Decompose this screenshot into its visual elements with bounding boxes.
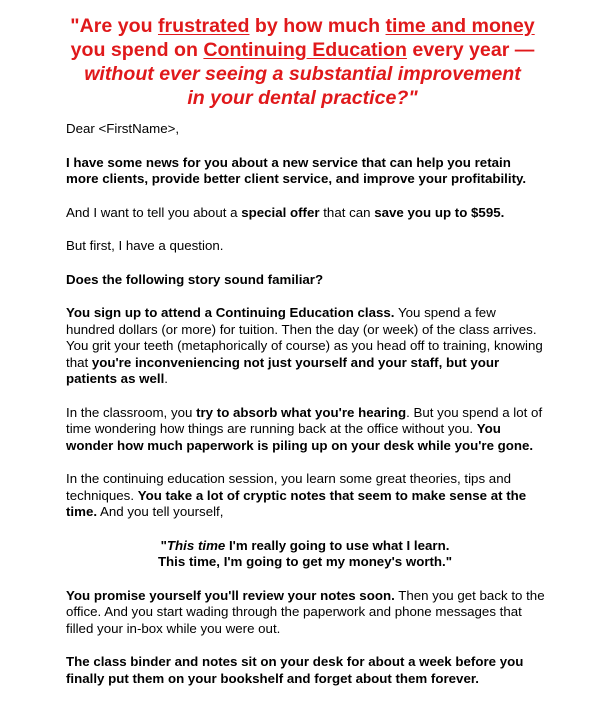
paragraph-sign-up <box>66 305 544 388</box>
text-bold: You take a lot of cryptic notes that seem to make sense at the <box>137 487 527 503</box>
headline-underlined-continuing-education: Continuing Education <box>203 39 407 61</box>
text-run: In the classroom, you <box>66 404 197 420</box>
text-italic: This time <box>166 537 226 553</box>
text-run: " <box>160 537 167 553</box>
text-run: techniques. <box>66 487 138 503</box>
text-bold: save you up to $595. <box>374 204 505 220</box>
headline-text: "Are you <box>70 15 158 37</box>
text-run: I'm really going to use what I learn. <box>225 537 450 553</box>
text-run: time wondering how things are running back at the office without you. <box>66 421 477 436</box>
text-run: that can <box>319 204 375 220</box>
paragraph-story-question <box>66 272 544 289</box>
paragraph-line <box>66 421 544 438</box>
text-bold: You <box>476 421 501 436</box>
text-bold: patients as well <box>66 371 165 386</box>
paragraph-special-offer <box>66 205 544 222</box>
headline-line-4 <box>40 86 565 110</box>
paragraph-session <box>66 471 544 521</box>
text-run: And you tell yourself, <box>97 504 224 519</box>
paragraph-line: The class binder and notes sit on your desk for about a week before you <box>66 654 524 669</box>
headline-text: by how much <box>249 15 386 37</box>
quote-block <box>66 538 544 571</box>
paragraph-classroom <box>66 405 544 455</box>
paragraph-news <box>66 155 544 188</box>
letter-body <box>66 121 544 704</box>
text-run: You spend a few <box>394 305 496 320</box>
headline-underlined-frustrated: frustrated <box>157 15 250 37</box>
headline-italic-text: in your dental practice?" <box>187 87 418 109</box>
text-run: that <box>66 354 92 370</box>
headline-line-1 <box>40 14 565 38</box>
text-run: . But you spend a lot of <box>406 404 543 420</box>
paragraph-question: But first, I have a question. <box>66 238 224 253</box>
text-bold: you're inconveniencing not just yourself and your staff, but your <box>91 354 500 370</box>
paragraph-line <box>66 504 544 521</box>
quote-line: This time, I'm going to get my money's worth." <box>157 554 453 569</box>
headline-underlined-time-money: time and money <box>385 15 535 37</box>
paragraph-line: In the continuing education session, you learn some great theories, tips and <box>66 471 511 486</box>
paragraph-line <box>66 371 544 388</box>
text-run: And I want to tell you about a <box>66 204 242 220</box>
text-run: . <box>164 371 168 386</box>
paragraph-promise <box>66 588 544 638</box>
text-bold: time. <box>66 504 98 519</box>
headline-italic-text: without ever seeing a substantial improvement <box>84 63 521 85</box>
paragraph-line <box>66 405 544 422</box>
paragraph-binder <box>66 654 544 687</box>
paragraph-line <box>66 488 544 505</box>
paragraph-line: finally put them on your bookshelf and forget about them forever. <box>66 670 479 686</box>
paragraph-line: more clients, provide better client service, and improve your profitability. <box>66 171 527 186</box>
headline-line-3 <box>40 62 565 86</box>
quote-line <box>66 538 544 555</box>
paragraph-line <box>66 355 544 372</box>
paragraph-line: filled your in-box while you were out. <box>66 620 281 636</box>
paragraph-line <box>66 588 544 605</box>
paragraph-line: hundred dollars (or more) for tuition. Then the day (or week) of the class arrives. <box>66 321 537 337</box>
paragraph-line <box>66 305 544 322</box>
headline-text: you spend on <box>70 39 204 61</box>
paragraph-line: office. And you start wading through the paperwork and phone messages that <box>66 604 522 619</box>
text-run: Then you get back to the <box>394 587 545 603</box>
text-bold: special offer <box>241 204 320 220</box>
headline-text: every year — <box>406 39 535 61</box>
headline-line-2 <box>40 38 565 62</box>
paragraph-line: I have some news for you about a new service that can help you retain <box>66 154 511 170</box>
paragraph-line: wonder how much paperwork is piling up on your desk while you're gone. <box>66 437 534 453</box>
text-bold: Does the following story sound familiar? <box>66 271 324 287</box>
headline <box>40 14 565 110</box>
greeting: Dear <FirstName>, <box>66 121 180 136</box>
text-bold: try to absorb what you're hearing <box>196 404 407 420</box>
paragraph-line: You grit your teeth (metaphorically of course) as you head off to training, knowing <box>66 338 543 353</box>
text-bold: You sign up to attend a Continuing Education class. <box>66 305 395 320</box>
text-bold: You promise yourself you'll review your notes soon. <box>66 587 395 603</box>
